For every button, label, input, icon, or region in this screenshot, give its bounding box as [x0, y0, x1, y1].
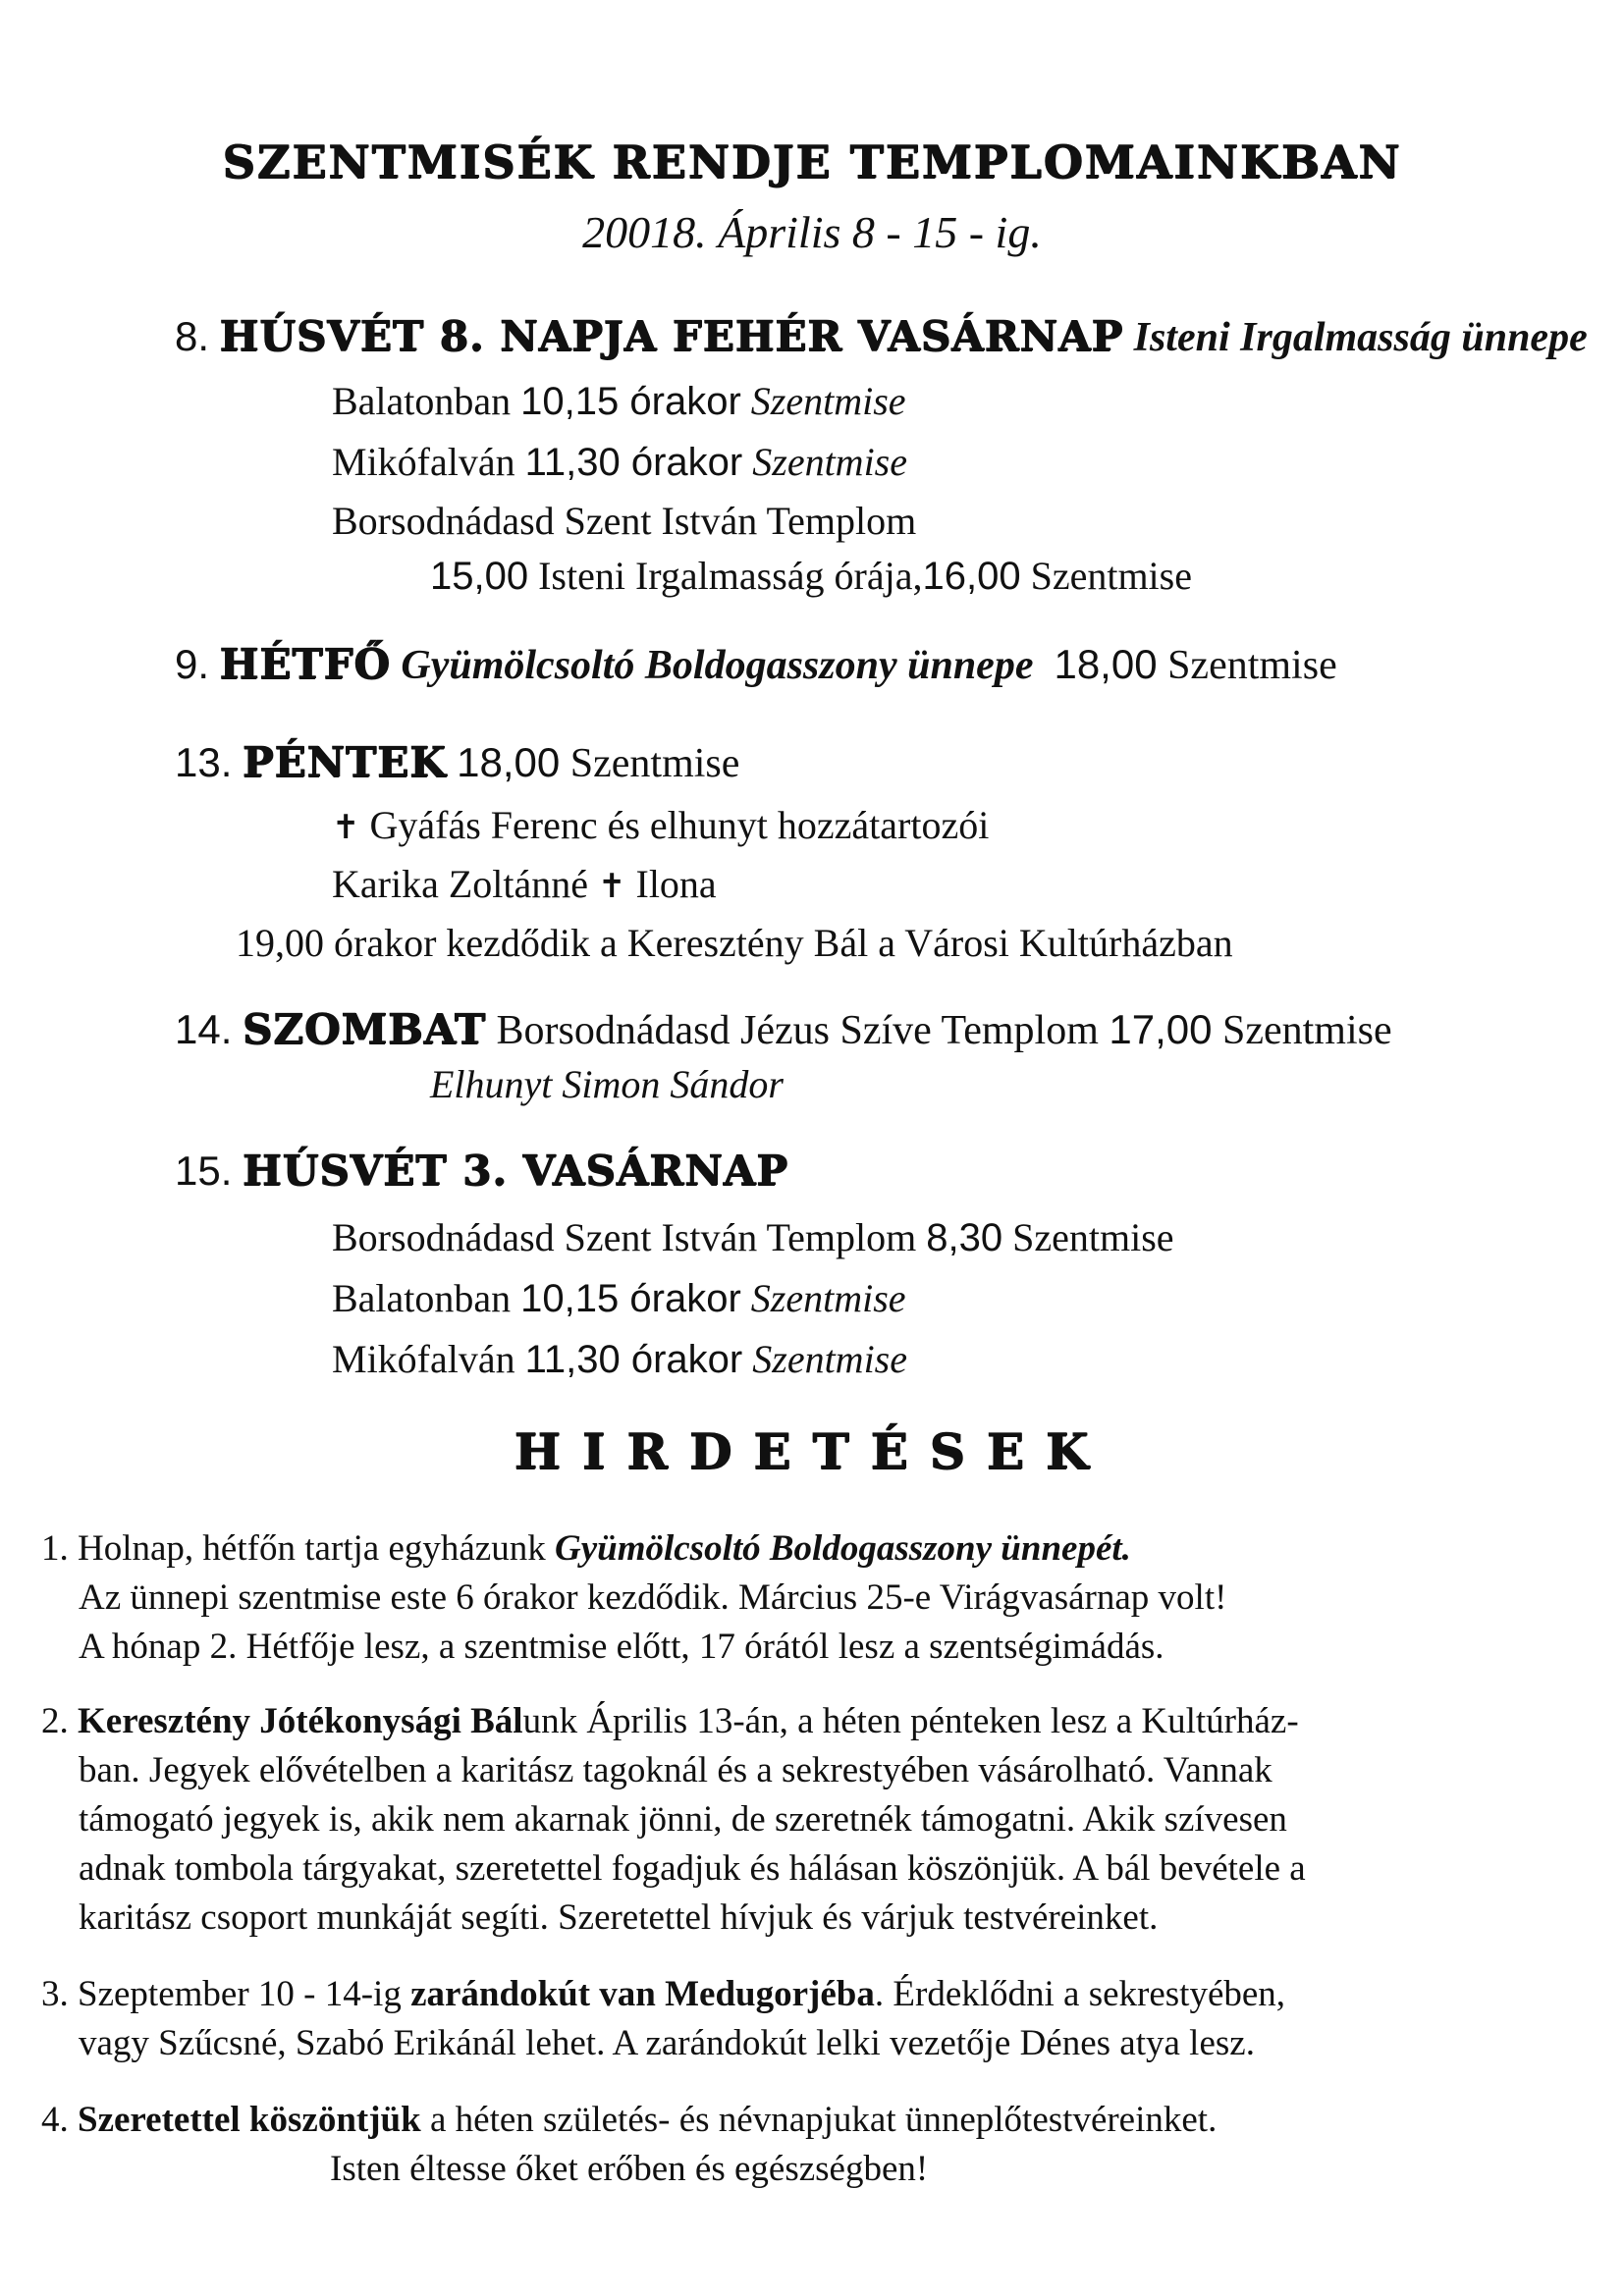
day15-line-2 — [332, 1274, 906, 1323]
announcement-4-line-1 — [41, 2097, 1217, 2144]
day14-what: Szentmise — [1222, 1008, 1392, 1053]
day13-name: PÉNTEK — [242, 738, 447, 786]
day8-feast: Isteni Irgalmasság ünnepe — [1133, 315, 1588, 360]
day15-heading — [175, 1147, 788, 1197]
day8-l4-time-2: 16,00 — [922, 555, 1021, 598]
day9-heading — [175, 640, 1337, 690]
day13-intention-1 — [332, 801, 989, 852]
day9-time: 18,00 — [1054, 641, 1158, 687]
day13-note: 19,00 órakor kezdődik a Keresztény Bál a Városi Kultúrházban — [236, 921, 1233, 965]
a3-l1-pilgrimage: zarándokút van Medugorjéba — [410, 1974, 875, 2014]
day14-name: SZOMBAT — [242, 1005, 487, 1053]
day15-l3-time: 11,30 órakor — [524, 1338, 743, 1381]
day13-time: 18,00 — [457, 739, 561, 785]
day8-line-3: Borsodnádasd Szent István Templom — [332, 499, 917, 543]
day13-heading — [175, 738, 739, 788]
page-title: SZENTMISÉK RENDJE TEMPLOMAINKBAN — [222, 135, 1402, 188]
day13-int2-given: Ilona — [635, 862, 717, 906]
announcement-1-line-1 — [41, 1525, 1131, 1573]
a4-l1-text: a héten születés- és névnapjukat ünneplőtestvéreinket. — [429, 2100, 1218, 2140]
a3-l1-text: 3. Szeptember 10 - 14-ig — [41, 1974, 402, 2014]
day9-number: 9. — [175, 641, 210, 687]
day15-l1-what: Szentmise — [1012, 1215, 1174, 1259]
day14-heading — [175, 1005, 1392, 1055]
announcement-3-line-1 — [41, 1971, 1285, 2018]
day8-l2-what: Szentmise — [752, 440, 908, 484]
announcement-2-line-2: ban. Jegyek elővételben a karitász tagoknál és a sekrestyében vásárolható. Vannak — [79, 1750, 1272, 1790]
announcement-2-line-1 — [41, 1698, 1299, 1745]
day8-name: HÚSVÉT 8. NAPJA FEHÉR VASÁRNAP — [219, 312, 1124, 360]
day9-name: HÉTFŐ — [219, 640, 391, 688]
announcement-2-line-4: adnak tombola tárgyakat, szeretettel fogadjuk és hálásan köszönjük. A bál bevétele a — [79, 1848, 1306, 1889]
day14-place: Borsodnádasd Jézus Szíve Templom — [496, 1008, 1099, 1053]
day15-l2-what: Szentmise — [750, 1276, 906, 1320]
day9-feast: Gyümölcsoltó Boldogasszony ünnepe — [401, 643, 1034, 688]
day8-l1-place: Balatonban — [332, 379, 512, 423]
announcement-2-line-5: karitász csoport munkáját segíti. Szeretettel hívjuk és várjuk testvéreinket. — [79, 1897, 1159, 1938]
a4-l1-greeting: Szeretettel köszöntjük — [78, 2100, 421, 2140]
announcement-4-line-2: Isten éltesse őket erőben és egészségben! — [330, 2149, 929, 2189]
page-subtitle: 20018. Április 8 - 15 - ig. — [582, 207, 1042, 257]
cross-icon: ✝ — [332, 808, 360, 847]
day8-l2-time: 11,30 órakor — [524, 441, 743, 484]
cross-icon: ✝ — [598, 867, 626, 906]
day15-name: HÚSVÉT 3. VASÁRNAP — [242, 1147, 788, 1195]
day13-int2-name: Karika Zoltánné — [332, 862, 588, 906]
day14-intention: Elhunyt Simon Sándor — [430, 1062, 784, 1106]
day8-line-1 — [332, 377, 906, 426]
day8-l1-time: 10,15 órakor — [520, 380, 741, 423]
day8-l4-what-2: Szentmise — [1030, 554, 1192, 598]
announcements-heading: HIRDETÉSEK — [514, 1422, 1110, 1480]
day8-line-2 — [332, 438, 907, 487]
announcement-1-line-2: Az ünnepi szentmise este 6 órakor kezdődik. Március 25-e Virágvasárnap volt! — [79, 1577, 1227, 1618]
day13-intention-2 — [332, 860, 717, 911]
a4-l1-num: 4. — [41, 2100, 69, 2140]
day15-l2-place: Balatonban — [332, 1276, 512, 1320]
a1-l1-text: 1. Holnap, hétfőn tartja egyházunk — [41, 1528, 546, 1569]
day13-number: 13. — [175, 739, 233, 785]
day15-l3-what: Szentmise — [752, 1337, 908, 1381]
day14-time: 17,00 — [1109, 1006, 1213, 1052]
day8-l4-time-1: 15,00 — [430, 555, 529, 598]
announcement-2-line-3: támogató jegyek is, akik nem akarnak jönni, de szeretnék támogatni. Akik szívesen — [79, 1799, 1287, 1840]
day15-l1-time: 8,30 — [926, 1216, 1003, 1259]
announcement-1-line-3: A hónap 2. Hétfője lesz, a szentmise előtt, 17 órától lesz a szentségimádás. — [79, 1627, 1164, 1667]
announcement-3-line-2: vagy Szűcsné, Szabó Erikánál lehet. A zarándokút lelki vezetője Dénes atya lesz. — [79, 2023, 1255, 2063]
day15-l1-place: Borsodnádasd Szent István Templom — [332, 1215, 917, 1259]
day8-number: 8. — [175, 313, 210, 359]
a2-l1-event: Keresztény Jótékonysági Bál — [78, 1701, 523, 1741]
day8-line-4 — [430, 552, 1192, 601]
day13-what: Szentmise — [569, 741, 740, 786]
day8-heading — [175, 312, 1588, 362]
day9-what: Szentmise — [1167, 643, 1337, 688]
day14-number: 14. — [175, 1006, 233, 1052]
day8-l2-place: Mikófalván — [332, 440, 515, 484]
a1-l1-feast: Gyümölcsoltó Boldogasszony ünnepét. — [554, 1528, 1131, 1569]
day15-l3-place: Mikófalván — [332, 1337, 515, 1381]
day15-number: 15. — [175, 1148, 233, 1194]
day15-line-1 — [332, 1213, 1174, 1262]
day13-int1-text: Gyáfás Ferenc és elhunyt hozzátartozói — [369, 803, 990, 847]
a3-l1-rest: . Érdeklődni a sekrestyében, — [874, 1974, 1286, 2014]
a2-l1-text: unk Április 13-án, a héten pénteken lesz a Kultúrház- — [522, 1701, 1299, 1741]
day8-l4-what-1: Isteni Irgalmasság órája, — [538, 554, 923, 598]
day8-l1-what: Szentmise — [750, 379, 906, 423]
day15-l2-time: 10,15 órakor — [520, 1277, 741, 1320]
day15-line-3 — [332, 1335, 907, 1384]
a2-l1-num: 2. — [41, 1701, 69, 1741]
